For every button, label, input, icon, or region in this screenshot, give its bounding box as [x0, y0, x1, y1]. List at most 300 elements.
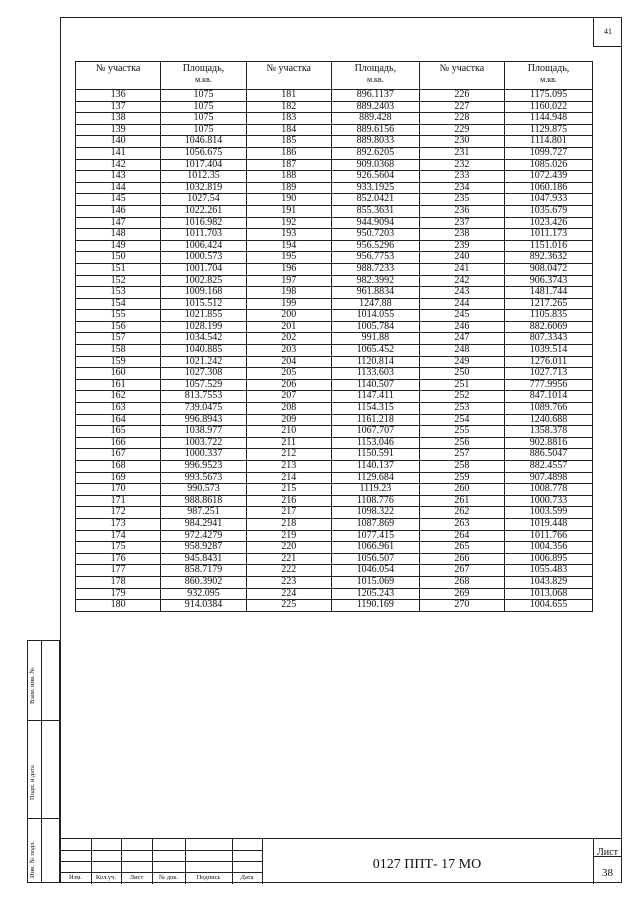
- plot-area-cell: 1089.766: [505, 403, 593, 415]
- plot-area-cell: 1032.819: [161, 182, 246, 194]
- plot-area-cell: 858.7179: [161, 565, 246, 577]
- table-row: [76, 437, 593, 449]
- plot-number-cell: 260: [419, 484, 504, 496]
- plot-area-cell: 1065.452: [331, 345, 419, 357]
- side-label-replaced-inv: Взам. инв. №: [29, 667, 36, 704]
- plot-area-cell: 958.9287: [161, 542, 246, 554]
- plot-number-cell: 139: [76, 124, 161, 136]
- plot-area-cell: 852.0421: [331, 194, 419, 206]
- plot-area-cell: 1087.869: [331, 518, 419, 530]
- column-header: [246, 62, 331, 90]
- table-row: [76, 553, 593, 565]
- plot-number-cell: 137: [76, 101, 161, 113]
- plot-area-cell: 906.3743: [505, 275, 593, 287]
- plot-area-cell: 1147.411: [331, 391, 419, 403]
- plot-area-cell: 1011.173: [505, 229, 593, 241]
- plot-number-cell: 153: [76, 287, 161, 299]
- column-header-unit: м.кв.: [540, 75, 557, 84]
- plot-area-cell: 1006.424: [161, 240, 246, 252]
- plot-number-cell: 173: [76, 518, 161, 530]
- plot-number-cell: 195: [246, 252, 331, 264]
- plot-area-cell: 1055.483: [505, 565, 593, 577]
- plot-number-cell: 251: [419, 379, 504, 391]
- plot-area-cell: 1004.356: [505, 542, 593, 554]
- plot-area-cell: 1077.415: [331, 530, 419, 542]
- plot-number-cell: 261: [419, 495, 504, 507]
- plot-area-cell: 1021.242: [161, 356, 246, 368]
- plot-area-cell: 889.6156: [331, 124, 419, 136]
- plot-area-cell: 1119.23: [331, 484, 419, 496]
- plot-number-cell: 237: [419, 217, 504, 229]
- table-row: [76, 194, 593, 206]
- plot-area-cell: 1075: [161, 113, 246, 125]
- plot-number-cell: 184: [246, 124, 331, 136]
- plot-number-cell: 220: [246, 542, 331, 554]
- plot-area-cell: 982.3992: [331, 275, 419, 287]
- table-body: [76, 90, 593, 612]
- table-row: [76, 518, 593, 530]
- plot-area-cell: 1190.169: [331, 600, 419, 612]
- plot-area-cell: 908.0472: [505, 263, 593, 275]
- plot-area-cell: 1160.022: [505, 101, 593, 113]
- plot-number-cell: 176: [76, 553, 161, 565]
- plot-number-cell: 193: [246, 229, 331, 241]
- plot-number-cell: 214: [246, 472, 331, 484]
- plot-number-cell: 186: [246, 147, 331, 159]
- plot-number-cell: 250: [419, 368, 504, 380]
- column-header: [76, 62, 161, 90]
- table-row: [76, 101, 593, 113]
- plot-number-cell: 194: [246, 240, 331, 252]
- column-header-title: № участка: [266, 63, 311, 74]
- plot-area-cell: 988.8618: [161, 495, 246, 507]
- plot-area-cell: 1085.026: [505, 159, 593, 171]
- plot-number-cell: 149: [76, 240, 161, 252]
- plot-number-cell: 165: [76, 426, 161, 438]
- document-number: 0127 ППТ- 17 МО: [372, 857, 482, 872]
- plot-area-cell: 1205.243: [331, 588, 419, 600]
- table-row: [76, 345, 593, 357]
- plot-number-cell: 138: [76, 113, 161, 125]
- table-row: [76, 298, 593, 310]
- plot-number-cell: 155: [76, 310, 161, 322]
- plot-area-cell: 1013.068: [505, 588, 593, 600]
- plot-number-cell: 179: [76, 588, 161, 600]
- plot-area-cell: 1040.885: [161, 345, 246, 357]
- plot-area-cell: 1140.137: [331, 461, 419, 473]
- plot-area-cell: 889.428: [331, 113, 419, 125]
- table-row: [76, 495, 593, 507]
- table-row: [76, 356, 593, 368]
- plot-number-cell: 182: [246, 101, 331, 113]
- table-row: [76, 600, 593, 612]
- plot-area-cell: 1481.744: [505, 287, 593, 299]
- plot-number-cell: 151: [76, 263, 161, 275]
- plot-area-cell: 1028.199: [161, 321, 246, 333]
- plot-area-cell: 1247.88: [331, 298, 419, 310]
- plot-area-cell: 1038.977: [161, 426, 246, 438]
- plot-area-cell: 739.0475: [161, 403, 246, 415]
- table-row: [76, 90, 593, 102]
- side-divider: [27, 720, 60, 721]
- plot-number-cell: 170: [76, 484, 161, 496]
- stamp-col-date: Дата: [240, 874, 254, 881]
- plot-number-cell: 215: [246, 484, 331, 496]
- plot-area-cell: 909.0368: [331, 159, 419, 171]
- plot-area-cell: 1022.261: [161, 205, 246, 217]
- plot-number-cell: 209: [246, 414, 331, 426]
- table-row: [76, 391, 593, 403]
- plot-number-cell: 156: [76, 321, 161, 333]
- plot-number-cell: 233: [419, 171, 504, 183]
- plot-number-cell: 150: [76, 252, 161, 264]
- plot-area-cell: 1003.722: [161, 437, 246, 449]
- table-row: [76, 171, 593, 183]
- column-header: [331, 62, 419, 90]
- plot-number-cell: 253: [419, 403, 504, 415]
- plot-number-cell: 262: [419, 507, 504, 519]
- plot-number-cell: 140: [76, 136, 161, 148]
- side-strip-fields: [41, 640, 60, 883]
- plot-number-cell: 257: [419, 449, 504, 461]
- plot-number-cell: 216: [246, 495, 331, 507]
- plot-number-cell: 171: [76, 495, 161, 507]
- table-row: [76, 333, 593, 345]
- plot-number-cell: 238: [419, 229, 504, 241]
- plot-area-cell: 1105.835: [505, 310, 593, 322]
- plot-number-cell: 224: [246, 588, 331, 600]
- plot-number-cell: 210: [246, 426, 331, 438]
- plot-area-cell: 1011.703: [161, 229, 246, 241]
- plot-area-cell: 1108.776: [331, 495, 419, 507]
- plot-number-cell: 196: [246, 263, 331, 275]
- plot-area-cell: 1060.186: [505, 182, 593, 194]
- plot-area-cell: 1129.684: [331, 472, 419, 484]
- table-row: [76, 240, 593, 252]
- plot-area-cell: 1027.713: [505, 368, 593, 380]
- plot-number-cell: 231: [419, 147, 504, 159]
- plot-area-cell: 1161.218: [331, 414, 419, 426]
- plot-area-cell: 860.3902: [161, 576, 246, 588]
- plot-number-cell: 204: [246, 356, 331, 368]
- plot-area-cell: 847.1014: [505, 391, 593, 403]
- plot-area-table: [75, 61, 593, 612]
- plot-number-cell: 226: [419, 90, 504, 102]
- plot-area-cell: 990.573: [161, 484, 246, 496]
- table-row: [76, 368, 593, 380]
- side-divider: [27, 818, 60, 819]
- plot-area-cell: 886.5047: [505, 449, 593, 461]
- plot-area-cell: 1035.679: [505, 205, 593, 217]
- plot-number-cell: 201: [246, 321, 331, 333]
- table-row: [76, 507, 593, 519]
- plot-area-cell: 1027.308: [161, 368, 246, 380]
- plot-area-cell: 1140.507: [331, 379, 419, 391]
- stamp-col-izm: Изм.: [69, 874, 82, 881]
- plot-number-cell: 240: [419, 252, 504, 264]
- plot-number-cell: 180: [76, 600, 161, 612]
- plot-area-cell: 956.5296: [331, 240, 419, 252]
- table-row: [76, 217, 593, 229]
- plot-number-cell: 245: [419, 310, 504, 322]
- plot-number-cell: 169: [76, 472, 161, 484]
- plot-number-cell: 230: [419, 136, 504, 148]
- plot-area-cell: 1150.591: [331, 449, 419, 461]
- plot-area-cell: 892.6205: [331, 147, 419, 159]
- plot-area-cell: 914.0384: [161, 600, 246, 612]
- column-header-title: № участка: [95, 63, 141, 74]
- plot-area-cell: 882.6069: [505, 321, 593, 333]
- plot-number-cell: 175: [76, 542, 161, 554]
- plot-number-cell: 227: [419, 101, 504, 113]
- plot-number-cell: 166: [76, 437, 161, 449]
- plot-area-cell: 1001.704: [161, 263, 246, 275]
- plot-area-cell: 956.7753: [331, 252, 419, 264]
- plot-number-cell: 218: [246, 518, 331, 530]
- plot-number-cell: 256: [419, 437, 504, 449]
- plot-area-cell: 972.4279: [161, 530, 246, 542]
- plot-area-cell: 896.1137: [331, 90, 419, 102]
- plot-area-cell: 1098.322: [331, 507, 419, 519]
- plot-area-cell: 807.3343: [505, 333, 593, 345]
- plot-area-cell: 1114.801: [505, 136, 593, 148]
- plot-number-cell: 188: [246, 171, 331, 183]
- plot-area-cell: 1046.054: [331, 565, 419, 577]
- table-row: [76, 159, 593, 171]
- plot-number-cell: 242: [419, 275, 504, 287]
- table-row: [76, 530, 593, 542]
- plot-area-cell: 889.2403: [331, 101, 419, 113]
- plot-number-cell: 246: [419, 321, 504, 333]
- table-row: [76, 263, 593, 275]
- plot-number-cell: 259: [419, 472, 504, 484]
- plot-number-cell: 161: [76, 379, 161, 391]
- plot-area-cell: 988.7233: [331, 263, 419, 275]
- plot-number-cell: 142: [76, 159, 161, 171]
- plot-number-cell: 198: [246, 287, 331, 299]
- table-row: [76, 182, 593, 194]
- plot-number-cell: 200: [246, 310, 331, 322]
- plot-area-cell: 1175.095: [505, 90, 593, 102]
- plot-area-cell: 1039.514: [505, 345, 593, 357]
- plot-area-cell: 945.8431: [161, 553, 246, 565]
- plot-number-cell: 192: [246, 217, 331, 229]
- table-row: [76, 565, 593, 577]
- plot-area-cell: 1019.448: [505, 518, 593, 530]
- plot-number-cell: 252: [419, 391, 504, 403]
- plot-number-cell: 177: [76, 565, 161, 577]
- plot-area-cell: 1015.069: [331, 576, 419, 588]
- plot-number-cell: 162: [76, 391, 161, 403]
- plot-area-cell: 933.1925: [331, 182, 419, 194]
- plot-area-cell: 1046.814: [161, 136, 246, 148]
- plot-area-cell: 993.5673: [161, 472, 246, 484]
- column-header-unit: м.кв.: [195, 75, 212, 84]
- plot-number-cell: 212: [246, 449, 331, 461]
- plot-number-cell: 236: [419, 205, 504, 217]
- plot-area-cell: 1153.046: [331, 437, 419, 449]
- plot-area-cell: 1002.825: [161, 275, 246, 287]
- plot-area-cell: 1099.727: [505, 147, 593, 159]
- plot-number-cell: 203: [246, 345, 331, 357]
- table-row: [76, 379, 593, 391]
- plot-area-cell: 777.9956: [505, 379, 593, 391]
- plot-area-cell: 1014.055: [331, 310, 419, 322]
- column-header-title: № участка: [439, 63, 485, 74]
- page-corner-number: 41: [593, 17, 622, 47]
- plot-number-cell: 157: [76, 333, 161, 345]
- plot-area-cell: 987.251: [161, 507, 246, 519]
- plot-number-cell: 197: [246, 275, 331, 287]
- plot-number-cell: 144: [76, 182, 161, 194]
- table-row: [76, 542, 593, 554]
- plot-area-cell: 1057.529: [161, 379, 246, 391]
- plot-area-cell: 1056.507: [331, 553, 419, 565]
- plot-number-cell: 225: [246, 600, 331, 612]
- plot-area-cell: 1276.011: [505, 356, 593, 368]
- table-row: [76, 576, 593, 588]
- plot-number-cell: 189: [246, 182, 331, 194]
- plot-number-cell: 163: [76, 403, 161, 415]
- plot-number-cell: 160: [76, 368, 161, 380]
- table-header-row: [76, 62, 593, 90]
- plot-area-cell: 1144.948: [505, 113, 593, 125]
- plot-number-cell: 229: [419, 124, 504, 136]
- plot-area-cell: 1056.675: [161, 147, 246, 159]
- table-row: [76, 449, 593, 461]
- plot-area-cell: 1129.875: [505, 124, 593, 136]
- sheet-number: 38: [602, 867, 613, 879]
- plot-number-cell: 167: [76, 449, 161, 461]
- table-row: [76, 403, 593, 415]
- plot-area-cell: 1075: [161, 90, 246, 102]
- plot-number-cell: 159: [76, 356, 161, 368]
- plot-number-cell: 223: [246, 576, 331, 588]
- plot-area-cell: 1012.35: [161, 171, 246, 183]
- plot-number-cell: 270: [419, 600, 504, 612]
- plot-number-cell: 255: [419, 426, 504, 438]
- plot-area-cell: 1133.603: [331, 368, 419, 380]
- column-header: [161, 62, 246, 90]
- column-header-unit: м.кв.: [366, 75, 384, 84]
- plot-number-cell: 263: [419, 518, 504, 530]
- table-row: [76, 588, 593, 600]
- plot-number-cell: 187: [246, 159, 331, 171]
- plot-area-cell: 1003.599: [505, 507, 593, 519]
- plot-area-cell: 1075: [161, 124, 246, 136]
- plot-area-cell: 926.5604: [331, 171, 419, 183]
- plot-number-cell: 265: [419, 542, 504, 554]
- stamp-col-doc: № док.: [158, 874, 179, 881]
- side-label-sign-date: Подп. и дата: [29, 765, 36, 800]
- plot-number-cell: 207: [246, 391, 331, 403]
- plot-number-cell: 269: [419, 588, 504, 600]
- column-header: [419, 62, 504, 90]
- plot-number-cell: 213: [246, 461, 331, 473]
- plot-number-cell: 146: [76, 205, 161, 217]
- plot-area-cell: 1015.512: [161, 298, 246, 310]
- plot-area-cell: 1027.54: [161, 194, 246, 206]
- plot-number-cell: 168: [76, 461, 161, 473]
- plot-number-cell: 154: [76, 298, 161, 310]
- table-row: [76, 275, 593, 287]
- plot-number-cell: 235: [419, 194, 504, 206]
- plot-area-cell: 1021.855: [161, 310, 246, 322]
- plot-number-cell: 202: [246, 333, 331, 345]
- table-row: [76, 472, 593, 484]
- table-row: [76, 252, 593, 264]
- plot-area-cell: 932.095: [161, 588, 246, 600]
- plot-area-cell: 1067.707: [331, 426, 419, 438]
- plot-number-cell: 228: [419, 113, 504, 125]
- plot-area-cell: 889.8033: [331, 136, 419, 148]
- plot-number-cell: 206: [246, 379, 331, 391]
- plot-area-cell: 1034.542: [161, 333, 246, 345]
- table-row: [76, 136, 593, 148]
- plot-area-cell: 813.7553: [161, 391, 246, 403]
- plot-number-cell: 232: [419, 159, 504, 171]
- plot-area-cell: 1011.766: [505, 530, 593, 542]
- plot-number-cell: 249: [419, 356, 504, 368]
- plot-area-cell: 1000.733: [505, 495, 593, 507]
- table-row: [76, 414, 593, 426]
- plot-number-cell: 141: [76, 147, 161, 159]
- plot-area-cell: 1047.933: [505, 194, 593, 206]
- plot-number-cell: 208: [246, 403, 331, 415]
- plot-number-cell: 158: [76, 345, 161, 357]
- plot-number-cell: 217: [246, 507, 331, 519]
- table-row: [76, 461, 593, 473]
- plot-number-cell: 199: [246, 298, 331, 310]
- plot-number-cell: 267: [419, 565, 504, 577]
- plot-area-cell: 907.4898: [505, 472, 593, 484]
- plot-number-cell: 145: [76, 194, 161, 206]
- table-row: [76, 287, 593, 299]
- plot-number-cell: 264: [419, 530, 504, 542]
- plot-area-cell: 1008.778: [505, 484, 593, 496]
- plot-number-cell: 136: [76, 90, 161, 102]
- plot-number-cell: 190: [246, 194, 331, 206]
- plot-number-cell: 247: [419, 333, 504, 345]
- plot-number-cell: 244: [419, 298, 504, 310]
- table-row: [76, 113, 593, 125]
- plot-number-cell: 241: [419, 263, 504, 275]
- table-row: [76, 229, 593, 241]
- plot-area-cell: 991.88: [331, 333, 419, 345]
- plot-area-cell: 996.8943: [161, 414, 246, 426]
- stamp-col-list: Лист: [129, 874, 144, 881]
- plot-number-cell: 239: [419, 240, 504, 252]
- plot-number-cell: 147: [76, 217, 161, 229]
- plot-area-cell: 1000.337: [161, 449, 246, 461]
- plot-area-cell: 1004.655: [505, 600, 593, 612]
- plot-area-cell: 1154.315: [331, 403, 419, 415]
- plot-number-cell: 185: [246, 136, 331, 148]
- plot-number-cell: 234: [419, 182, 504, 194]
- plot-area-cell: 1240.688: [505, 414, 593, 426]
- column-header: [505, 62, 593, 90]
- plot-number-cell: 174: [76, 530, 161, 542]
- plot-number-cell: 205: [246, 368, 331, 380]
- plot-area-cell: 1358.378: [505, 426, 593, 438]
- table-row: [76, 205, 593, 217]
- column-header-title: Площадь,: [354, 63, 397, 74]
- plot-area-cell: 1009.168: [161, 287, 246, 299]
- plot-area-cell: 1120.814: [331, 356, 419, 368]
- plot-number-cell: 152: [76, 275, 161, 287]
- table-row: [76, 124, 593, 136]
- table-row: [76, 484, 593, 496]
